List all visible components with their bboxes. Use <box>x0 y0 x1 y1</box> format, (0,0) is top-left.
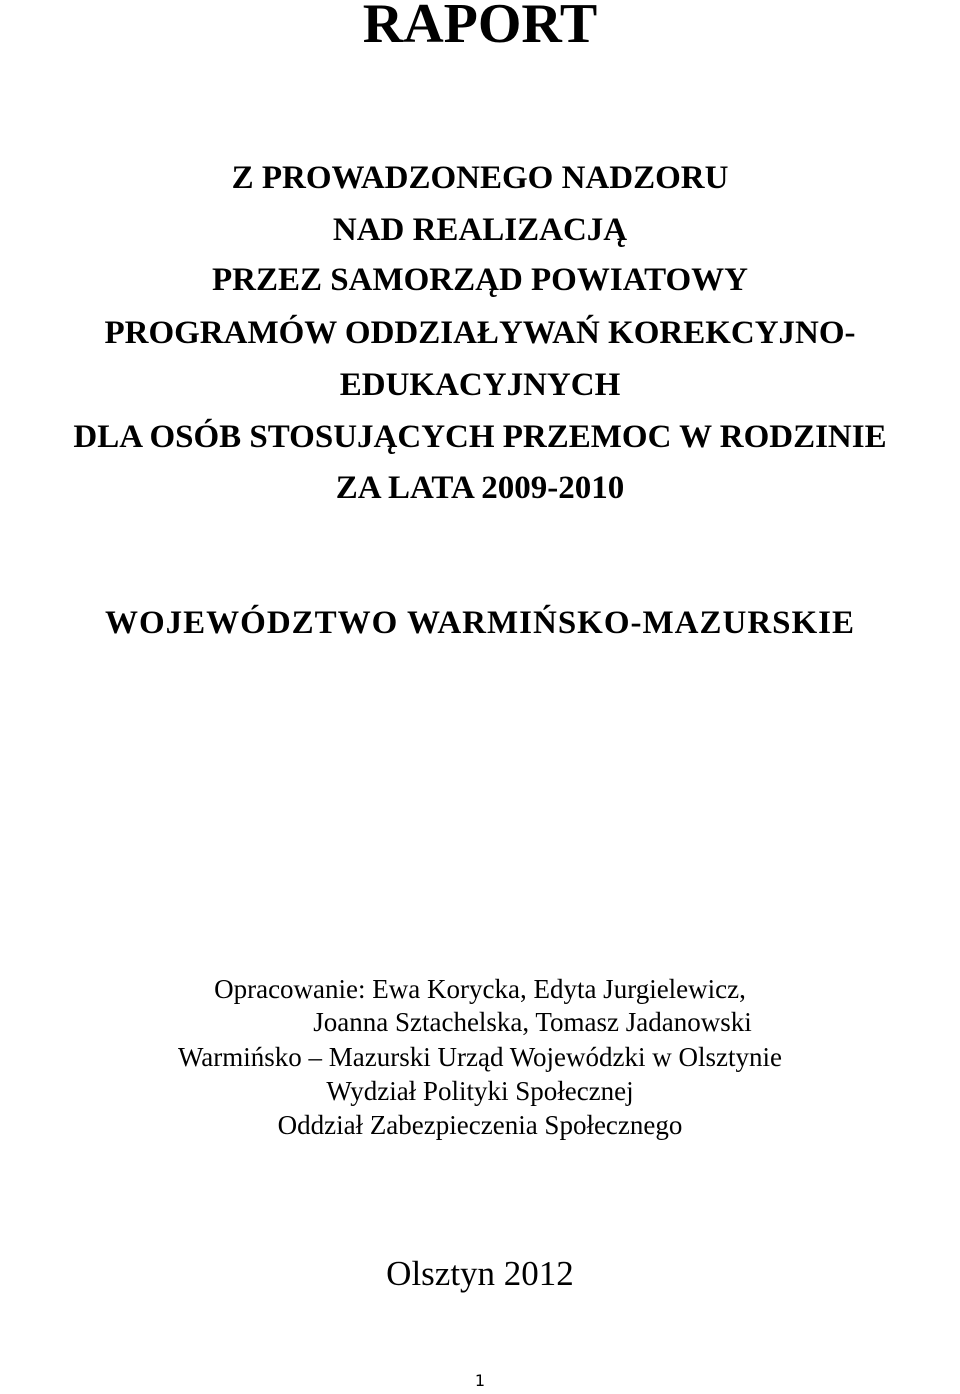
subtitle-line-2: NAD REALIZACJĄ <box>332 212 628 248</box>
credits-line-5: Oddział Zabezpieczenia Społecznego <box>277 1110 683 1140</box>
credits-line-1: Opracowanie: Ewa Korycka, Edyta Jurgielewicz, <box>214 974 746 1004</box>
subtitle-line-7: ZA LATA 2009-2010 <box>335 470 625 506</box>
subtitle-line-1: Z PROWADZONEGO NADZORU <box>231 160 729 196</box>
page-number: 1 <box>474 1371 486 1390</box>
place-date: Olsztyn 2012 <box>386 1254 574 1293</box>
region-heading: WOJEWÓDZTWO WARMIŃSKO-MAZURSKIE <box>104 605 856 641</box>
credits-line-2: Joanna Sztachelska, Tomasz Jadanowski <box>313 1007 752 1037</box>
report-title: RAPORT <box>362 0 598 55</box>
subtitle-line-3: PRZEZ SAMORZĄD POWIATOWY <box>212 262 748 298</box>
subtitle-line-5: EDUKACYJNYCH <box>339 367 621 403</box>
credits-line-3: Warmińsko – Mazurski Urząd Wojewódzki w Olsztynie <box>177 1042 783 1072</box>
subtitle-line-4: PROGRAMÓW ODDZIAŁYWAŃ KOREKCYJNO- <box>104 315 856 351</box>
credits-line-4: Wydział Polityki Społecznej <box>326 1076 634 1106</box>
subtitle-line-6: DLA OSÓB STOSUJĄCYCH PRZEMOC W RODZINIE <box>73 419 887 455</box>
